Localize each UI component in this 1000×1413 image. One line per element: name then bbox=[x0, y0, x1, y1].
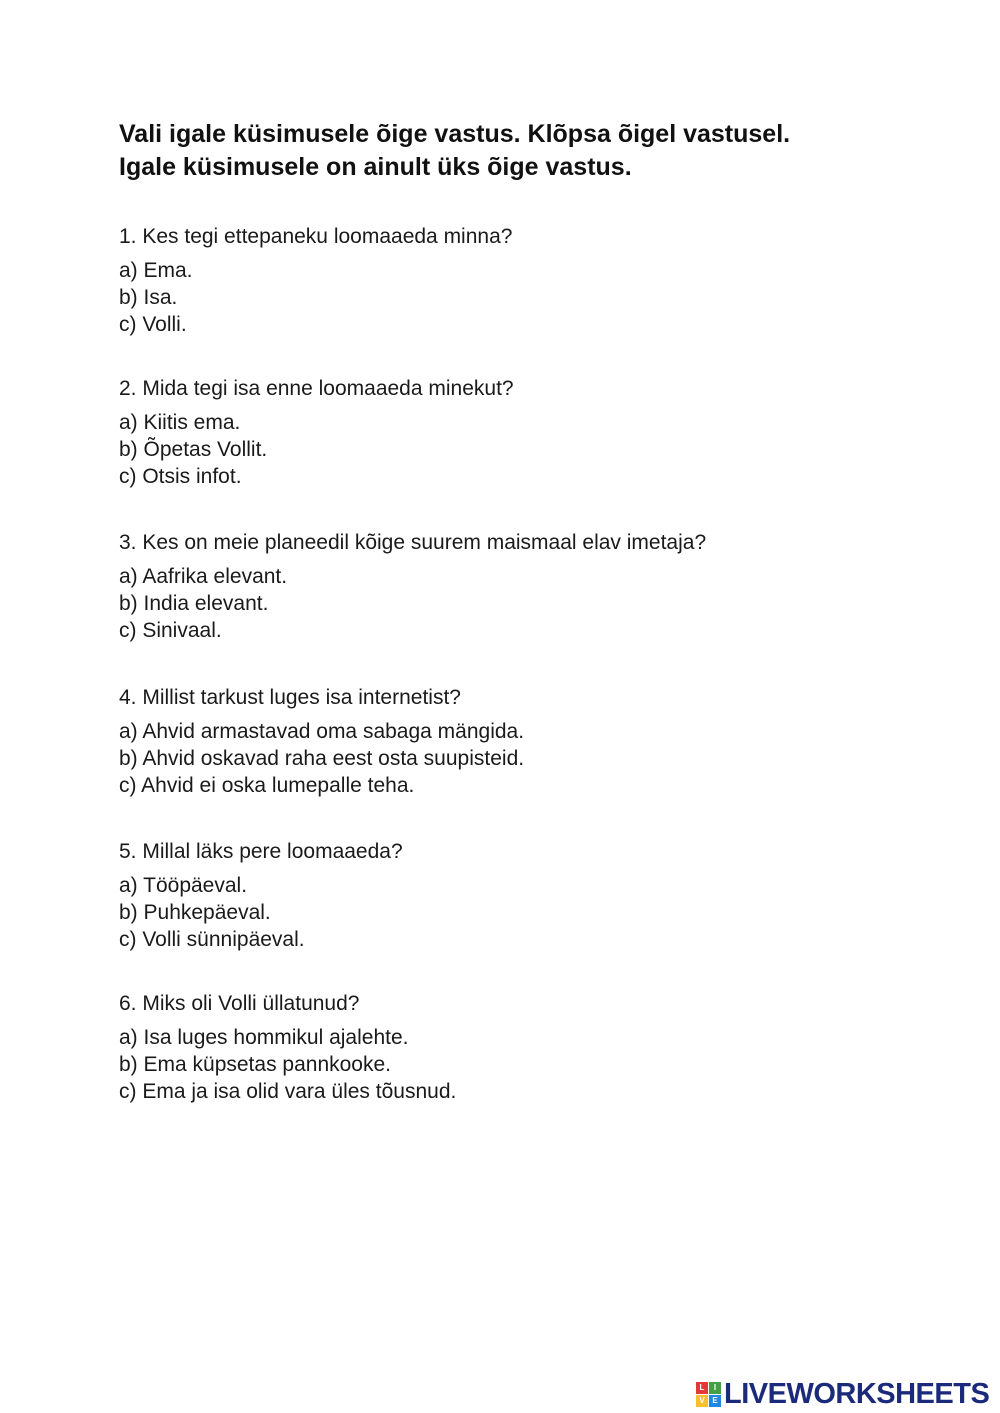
question-2 bbox=[119, 375, 939, 491]
question-text: 5. Millal läks pere loomaaeda? bbox=[119, 840, 403, 863]
answer-option-a[interactable]: a) Ema. bbox=[119, 259, 193, 282]
answer-options bbox=[119, 257, 939, 339]
question-6 bbox=[119, 990, 939, 1106]
logo-icon-tile-l: L bbox=[696, 1382, 708, 1394]
question-text: 1. Kes tegi ettepaneku loomaaeda minna? bbox=[119, 225, 513, 248]
question-4 bbox=[119, 684, 939, 800]
instructions bbox=[119, 118, 939, 184]
answer-option-a[interactable]: a) Isa luges hommikul ajalehte. bbox=[119, 1026, 409, 1049]
liveworksheets-logo bbox=[696, 1378, 989, 1410]
answer-option-c[interactable]: c) Sinivaal. bbox=[119, 619, 222, 643]
logo-text: LIVEWORKSHEETS bbox=[724, 1377, 990, 1410]
question-5 bbox=[119, 838, 939, 954]
answer-option-a[interactable]: a) Tööpäeval. bbox=[119, 874, 248, 897]
answer-option-c[interactable]: c) Volli sünnipäeval. bbox=[119, 928, 305, 952]
answer-option-a[interactable]: a) Ahvid armastavad oma sabaga mängida. bbox=[119, 720, 525, 743]
answer-option-b[interactable]: b) Puhkepäeval. bbox=[119, 901, 271, 925]
question-text: 2. Mida tegi isa enne loomaaeda minekut? bbox=[119, 377, 514, 400]
logo-icon-tile-e: E bbox=[709, 1395, 721, 1407]
question-1 bbox=[119, 223, 939, 339]
instructions-line-2: Igale küsimusele on ainult üks õige vastus. bbox=[119, 153, 632, 181]
answer-option-b[interactable]: b) Isa. bbox=[119, 286, 178, 310]
logo-icon-tile-i: I bbox=[709, 1382, 721, 1394]
answer-options bbox=[119, 563, 939, 645]
question-text: 6. Miks oli Volli üllatunud? bbox=[119, 992, 360, 1015]
answer-option-a[interactable]: a) Aafrika elevant. bbox=[119, 565, 288, 588]
answer-option-c[interactable]: c) Otsis infot. bbox=[119, 465, 242, 489]
answer-option-b[interactable]: b) India elevant. bbox=[119, 592, 269, 616]
answer-option-b[interactable]: b) Ema küpsetas pannkooke. bbox=[119, 1053, 391, 1077]
liveworksheets-logo-icon bbox=[696, 1382, 721, 1407]
answer-option-b[interactable]: b) Õpetas Vollit. bbox=[119, 438, 268, 462]
question-3 bbox=[119, 529, 939, 645]
logo-icon-tile-v: V bbox=[696, 1395, 708, 1407]
question-text: 4. Millist tarkust luges isa internetist? bbox=[119, 686, 461, 709]
answer-options bbox=[119, 409, 939, 491]
answer-options bbox=[119, 872, 939, 954]
answer-option-c[interactable]: c) Ema ja isa olid vara üles tõusnud. bbox=[119, 1080, 457, 1104]
answer-option-c[interactable]: c) Volli. bbox=[119, 313, 187, 337]
answer-option-c[interactable]: c) Ahvid ei oska lumepalle teha. bbox=[119, 774, 415, 798]
answer-options bbox=[119, 1024, 939, 1106]
answer-options bbox=[119, 718, 939, 800]
answer-option-a[interactable]: a) Kiitis ema. bbox=[119, 411, 241, 434]
answer-option-b[interactable]: b) Ahvid oskavad raha eest osta suupisteid. bbox=[119, 747, 525, 771]
instructions-line-1: Vali igale küsimusele õige vastus. Klõpsa õigel vastusel. bbox=[119, 120, 791, 148]
question-text: 3. Kes on meie planeedil kõige suurem maismaal elav imetaja? bbox=[119, 531, 707, 554]
